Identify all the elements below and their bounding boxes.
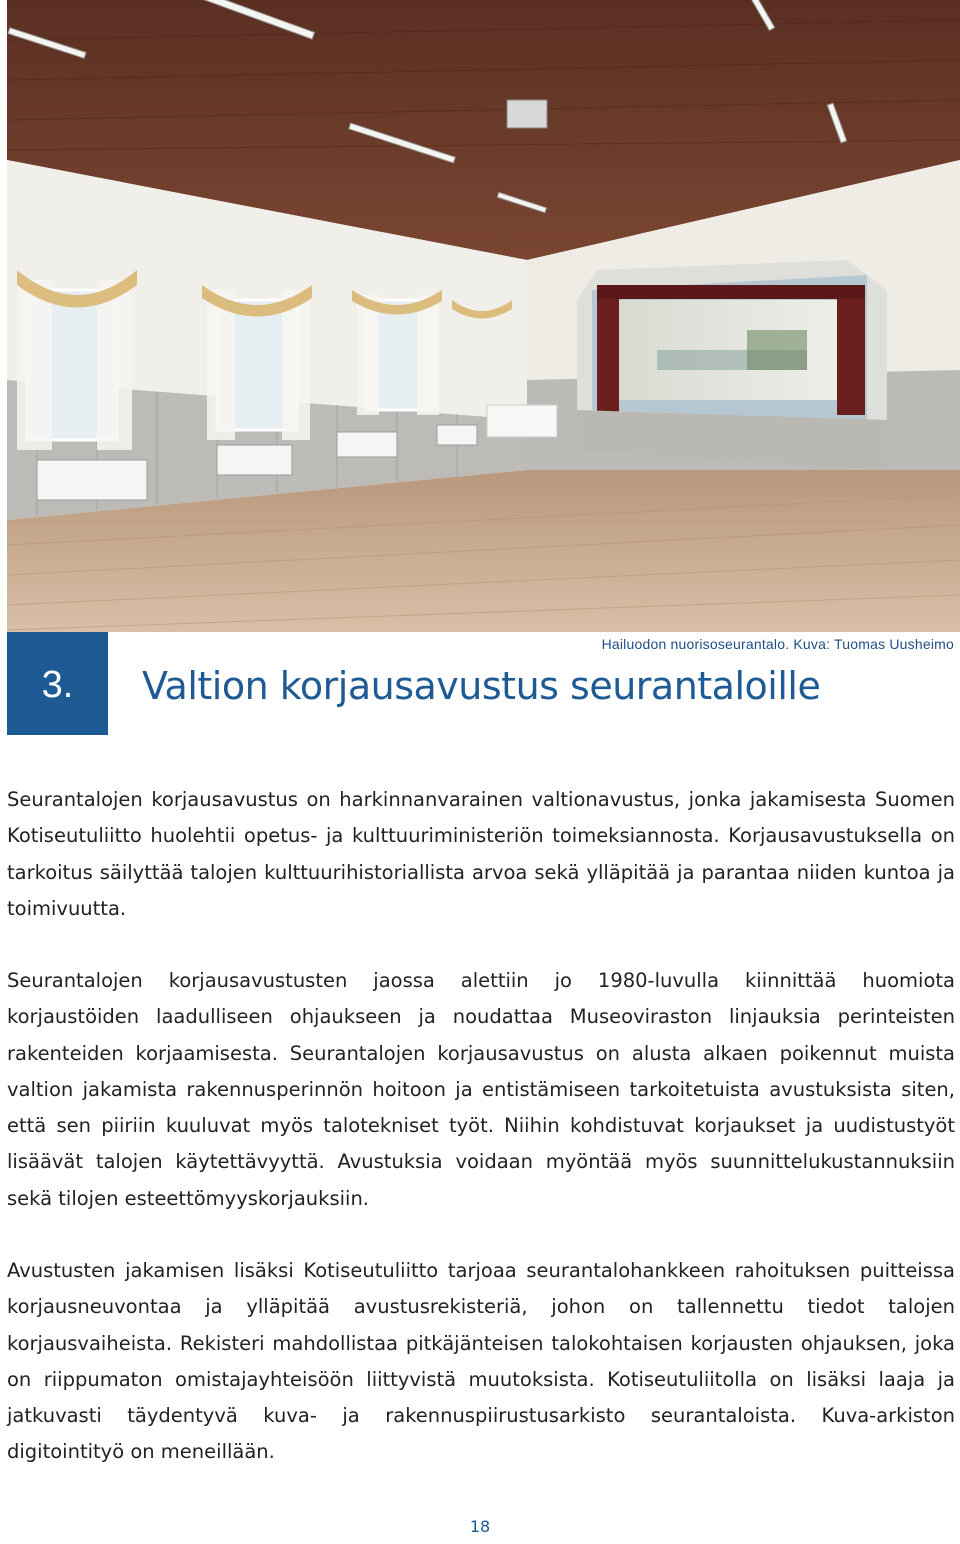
paragraph-3: Avustusten jakamisen lisäksi Kotiseutuliitto tarjoaa seurantalohankkeen rahoituksen puitteissa korjausneuvontaa ja ylläpitää avustusrekisteriä, johon on tallennettu tiedot talojen korjausvaiheista. Rekisteri mahdollistaa pitkäjänteisen talokohtaisen korjausten ohjauksen, joka on riippumaton omistajayhteisöön liittyvistä muutoksista. Kotiseutuliitolla on lisäksi laaja ja jatkuvasti täydentyvä kuva- ja rakennuspiirustusarkisto seurantaloista. Kuva-arkiston digitointityö on meneillään. bbox=[7, 1259, 955, 1464]
hall-photo bbox=[7, 0, 960, 632]
paragraph-1: Seurantalojen korjausavustus on harkinnanvarainen valtionavustus, jonka jakamisesta Suomen Kotiseutuliitto huolehtii opetus- ja kulttuuriministeriön toimeksiannosta. Korjausavustuksella on tarkoitus säilyttää talojen kulttuurihistoriallista arvoa sekä ylläpitää ja parantaa niiden kuntoa ja toimivuutta. bbox=[7, 788, 955, 920]
photo-caption: Hailuodon nuorisoseurantalo. Kuva: Tuomas Uusheimo bbox=[601, 636, 954, 652]
chapter-number: 3. bbox=[41, 664, 74, 706]
paragraph-2: Seurantalojen korjausavustusten jaossa alettiin jo 1980-luvulla kiinnittää huomiota korjaustöiden laadulliseen ohjaukseen ja noudattaa Museoviraston linjauksia perinteisten rakenteiden korjaamisesta. Seurantalojen korjausavustus on alusta alkaen poikennut muista valtion jakamista rakennusperinnön hoitoon ja entistämiseen tarkoitetuista avustuksista siten, että sen piiriin kuuluvat myös talotekniset työt. Niihin kohdistuvat korjaukset ja uudistustyöt lisäävät talojen käytettävyyttä. Avustuksia voidaan myöntää myös suunnittelukustannuksiin sekä tilojen esteettömyyskorjauksiin. bbox=[7, 969, 955, 1210]
chapter-number-box bbox=[7, 632, 108, 735]
chapter-title: Valtion korjausavustus seurantaloille bbox=[142, 664, 821, 708]
page-number: 18 bbox=[469, 1517, 491, 1536]
hall-photo-illustration bbox=[7, 0, 960, 632]
